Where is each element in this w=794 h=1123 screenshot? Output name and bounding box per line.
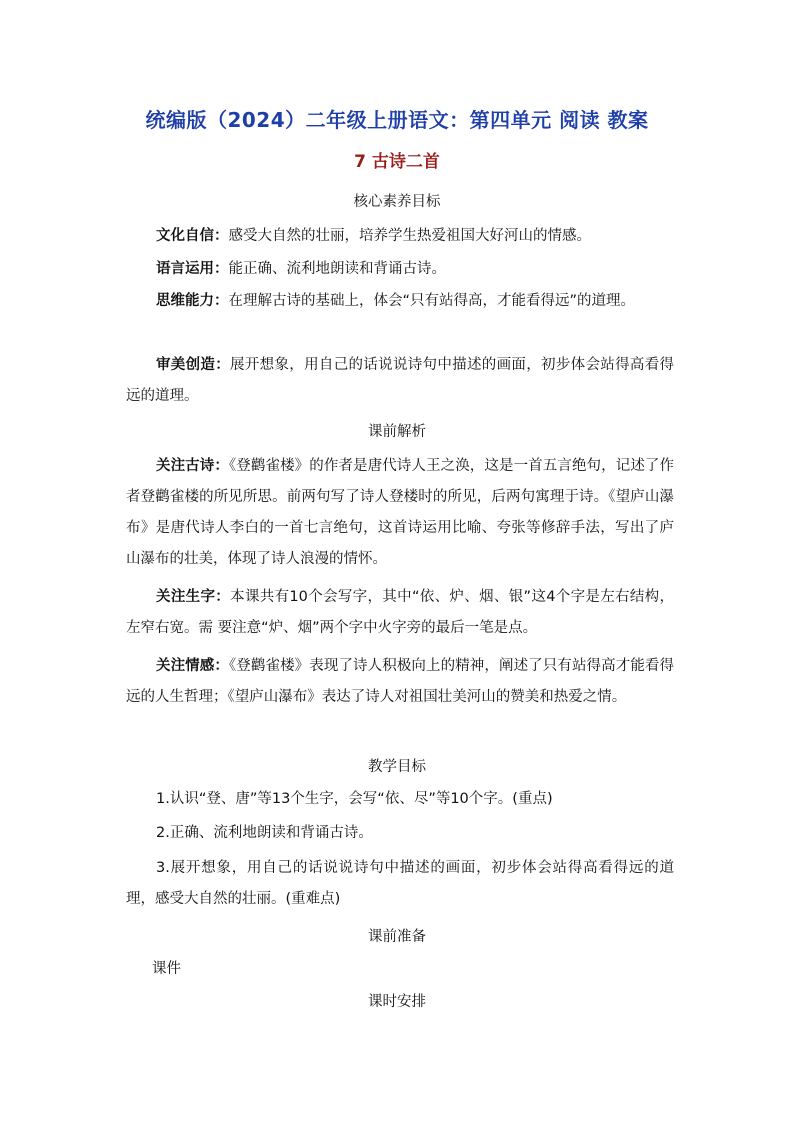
goal-item: 3.展开想象，用自己的话说说诗句中描述的画面，初步体会站得高看得远的道理，感受大自然的壮丽。(重难点) [126, 860, 674, 907]
section-heading-goals: 教学目标 [368, 759, 426, 775]
analysis-item: 关注古诗：《登鹳雀楼》的作者是唐代诗人王之涣，这是一首五言绝句，记述了作者登鹳雀楼的所见所思。前两句写了诗人登楼时的所见，后两句寓理于诗。《望庐山瀑布》是唐代诗人李白的一首七言绝句，这首诗运用比喻、夸张等修辞手法，写出了庐山瀑布的壮美，体现了诗人浪漫的情怀。 [126, 458, 675, 567]
core-item: 思维能力：在理解古诗的基础上，体会“只有站得高，才能看得远”的道理。 [156, 293, 636, 309]
section-heading-core: 核心素养目标 [353, 194, 441, 210]
document-title: 统编版（2024）二年级上册语文：第四单元 阅读 教案 [145, 108, 649, 132]
prep-text: 课件 [152, 961, 181, 977]
core-item: 语言运用：能正确、流利地朗读和背诵古诗。 [156, 261, 446, 277]
section-heading-schedule: 课时安排 [368, 994, 426, 1010]
core-item: 审美创造：展开想象，用自己的话说说诗句中描述的画面，初步体会站得高看得远的道理。 [126, 357, 674, 404]
goal-item: 1.认识“登、唐”等13个生字，会写“依、尽”等10个字。(重点) [156, 791, 553, 807]
section-heading-prep: 课前准备 [368, 929, 426, 945]
lesson-title: 7 古诗二首 [354, 152, 440, 172]
analysis-item: 关注生字：本课共有10个会写字，其中“依、炉、烟、银”这4个字是左右结构，左窄右宽。需 要注意“炉、烟”两个字中火字旁的最后一笔是点。 [126, 589, 675, 636]
section-heading-analysis: 课前解析 [368, 424, 426, 440]
goal-item: 2.正确、流利地朗读和背诵古诗。 [156, 825, 373, 841]
core-item: 文化自信：感受大自然的壮丽，培养学生热爱祖国大好河山的情感。 [156, 228, 591, 244]
analysis-item: 关注情感：《登鹳雀楼》表现了诗人积极向上的精神，阐述了只有站得高才能看得远的人生哲理；《望庐山瀑布》表达了诗人对祖国壮美河山的赞美和热爱之情。 [126, 658, 675, 705]
